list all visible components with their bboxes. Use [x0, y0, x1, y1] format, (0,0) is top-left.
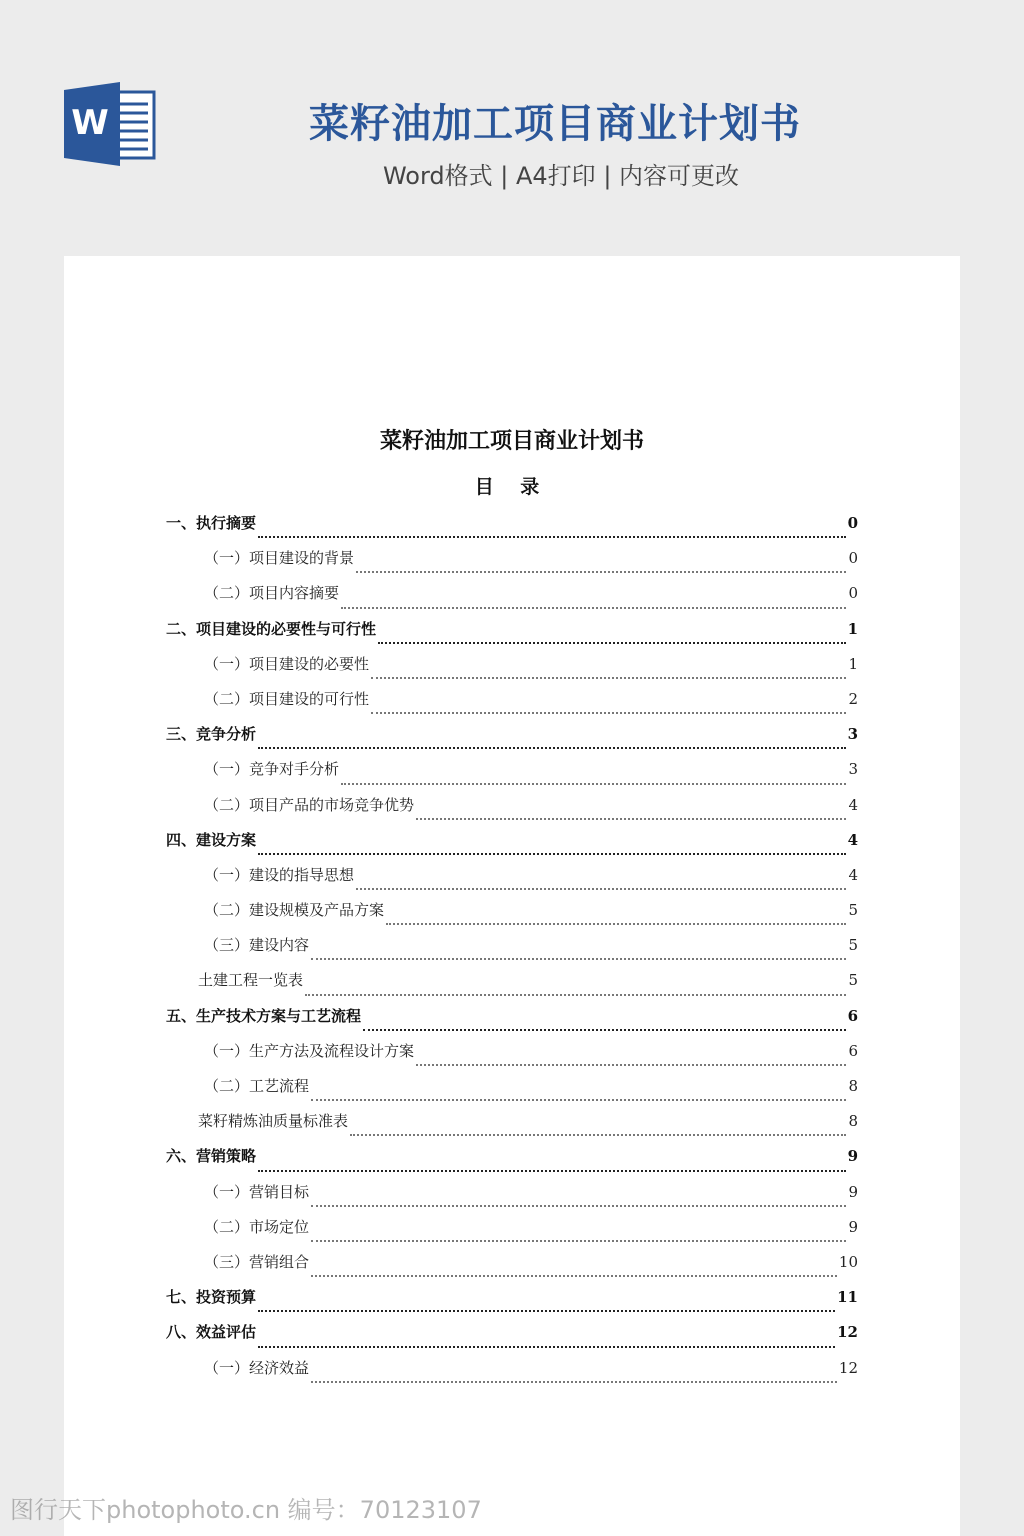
toc-entry[interactable]	[166, 1321, 858, 1356]
toc-entry-label: （二）工艺流程	[204, 1077, 310, 1095]
toc-entry[interactable]	[166, 934, 858, 969]
toc-entry[interactable]	[166, 1181, 858, 1216]
toc-entry-label: 七、投资预算	[166, 1288, 257, 1307]
toc-entry[interactable]	[166, 723, 858, 758]
toc-dot-leader	[311, 1274, 837, 1277]
toc-entry-label: （一）项目建设的必要性	[204, 654, 370, 673]
toc-entry[interactable]	[166, 1005, 858, 1040]
toc-entry[interactable]	[166, 1040, 858, 1075]
toc-heading: 目 录	[474, 476, 550, 498]
toc-dot-leader	[416, 817, 846, 820]
toc-entry[interactable]	[166, 1251, 858, 1286]
toc-entry-page: 3	[847, 725, 858, 744]
toc-entry-label: （一）经济效益	[204, 1358, 310, 1377]
toc-entry-page: 8	[848, 1112, 858, 1131]
toc-dot-leader	[371, 676, 846, 679]
toc-entry-label: 一、执行摘要	[166, 514, 257, 532]
toc-dot-leader	[378, 641, 846, 644]
toc-entry-label: 八、效益评估	[166, 1323, 257, 1342]
document-page	[64, 256, 960, 1536]
toc-entry-label: （二）项目建设的可行性	[204, 689, 370, 708]
page-title: 菜籽油加工项目商业计划书	[309, 101, 801, 147]
toc-entry-page: 1	[848, 654, 858, 673]
toc-dot-leader	[311, 1380, 837, 1383]
toc-entry[interactable]	[166, 969, 858, 1004]
toc-entry-page: 6	[847, 1006, 858, 1025]
toc-entry-label: 菜籽精炼油质量标准表	[198, 1112, 349, 1131]
table-of-contents	[166, 512, 858, 1392]
toc-dot-leader	[258, 746, 846, 749]
toc-dot-leader	[350, 1133, 846, 1136]
toc-entry[interactable]	[166, 1216, 858, 1251]
toc-entry-page: 2	[848, 689, 858, 708]
svg-text:W: W	[71, 103, 109, 143]
toc-entry-label: （一）竞争对手分析	[204, 760, 340, 779]
page-subtitle: Word格式 | A4打印 | 内容可更改	[382, 162, 740, 190]
toc-entry-page: 4	[848, 795, 858, 814]
toc-dot-leader	[363, 1028, 846, 1031]
toc-entry-label: （二）建设规模及产品方案	[204, 901, 385, 920]
toc-entry[interactable]	[166, 582, 858, 617]
toc-dot-leader	[311, 1239, 846, 1242]
toc-entry-page: 11	[837, 1288, 858, 1307]
toc-dot-leader	[258, 852, 846, 855]
toc-entry-page: 9	[848, 1217, 858, 1236]
toc-dot-leader	[341, 782, 846, 785]
toc-entry-page: 8	[848, 1077, 858, 1095]
toc-entry-page: 9	[847, 1147, 858, 1166]
toc-dot-leader	[258, 535, 846, 538]
document-title: 菜籽油加工项目商业计划书	[379, 428, 644, 454]
toc-entry-page: 6	[848, 1041, 858, 1060]
toc-entry[interactable]	[166, 899, 858, 934]
toc-entry-page: 3	[848, 760, 858, 779]
toc-entry[interactable]	[166, 758, 858, 793]
toc-entry[interactable]	[166, 1110, 858, 1145]
toc-entry-page: 0	[848, 549, 858, 568]
toc-entry-label: （一）建设的指导思想	[204, 865, 355, 884]
toc-entry[interactable]	[166, 653, 858, 688]
toc-entry[interactable]	[166, 1075, 858, 1110]
toc-entry-page: 12	[838, 1358, 858, 1377]
toc-entry-label: （一）生产方法及流程设计方案	[204, 1041, 415, 1060]
toc-dot-leader	[258, 1309, 835, 1312]
toc-entry-page: 9	[848, 1182, 858, 1201]
toc-entry[interactable]	[166, 1145, 858, 1180]
toc-entry-page: 1	[847, 619, 858, 638]
toc-entry[interactable]	[166, 618, 858, 653]
toc-entry[interactable]	[166, 688, 858, 723]
toc-entry-label: 土建工程一览表	[198, 971, 304, 990]
toc-dot-leader	[305, 993, 846, 996]
toc-entry-label: 六、营销策略	[166, 1147, 257, 1166]
toc-entry[interactable]	[166, 864, 858, 899]
toc-entry-page: 5	[848, 971, 858, 990]
toc-entry[interactable]	[166, 829, 858, 864]
toc-dot-leader	[386, 922, 846, 925]
toc-entry-label: （二）项目产品的市场竞争优势	[204, 795, 415, 814]
watermark: 图行天下photophoto.cn 编号：70123107	[10, 1496, 482, 1524]
toc-dot-leader	[356, 570, 846, 573]
toc-entry[interactable]	[166, 1286, 858, 1321]
toc-entry-page: 12	[837, 1323, 858, 1342]
toc-dot-leader	[311, 1098, 846, 1101]
toc-entry-label: （三）营销组合	[204, 1252, 310, 1271]
toc-dot-leader	[258, 1345, 835, 1348]
toc-entry-label: （二）市场定位	[204, 1217, 310, 1236]
toc-dot-leader	[416, 1063, 846, 1066]
toc-entry-page: 0	[847, 514, 858, 532]
toc-dot-leader	[311, 1204, 846, 1207]
toc-dot-leader	[258, 1169, 846, 1172]
toc-entry[interactable]	[166, 547, 858, 582]
toc-entry[interactable]	[166, 1357, 858, 1392]
toc-dot-leader	[311, 957, 846, 960]
toc-entry-label: （三）建设内容	[204, 936, 310, 955]
toc-entry-label: 二、项目建设的必要性与可行性	[166, 619, 377, 638]
toc-entry-label: （一）营销目标	[204, 1182, 310, 1201]
toc-entry-page: 4	[848, 865, 858, 884]
toc-entry-page: 10	[838, 1252, 858, 1271]
toc-dot-leader	[371, 711, 846, 714]
toc-dot-leader	[356, 887, 846, 890]
toc-entry-label: 四、建设方案	[166, 830, 257, 849]
toc-entry-page: 5	[848, 901, 858, 920]
toc-entry-label: （一）项目建设的背景	[204, 549, 355, 568]
toc-entry-label: （二）项目内容摘要	[204, 584, 340, 603]
toc-entry[interactable]	[166, 794, 858, 829]
toc-entry-page: 5	[848, 936, 858, 955]
toc-entry-label: 三、竞争分析	[166, 725, 257, 744]
toc-entry[interactable]	[166, 512, 858, 547]
toc-entry-page: 4	[847, 830, 858, 849]
toc-entry-label: 五、生产技术方案与工艺流程	[166, 1006, 362, 1025]
toc-entry-page: 0	[848, 584, 858, 603]
toc-dot-leader	[341, 606, 846, 609]
